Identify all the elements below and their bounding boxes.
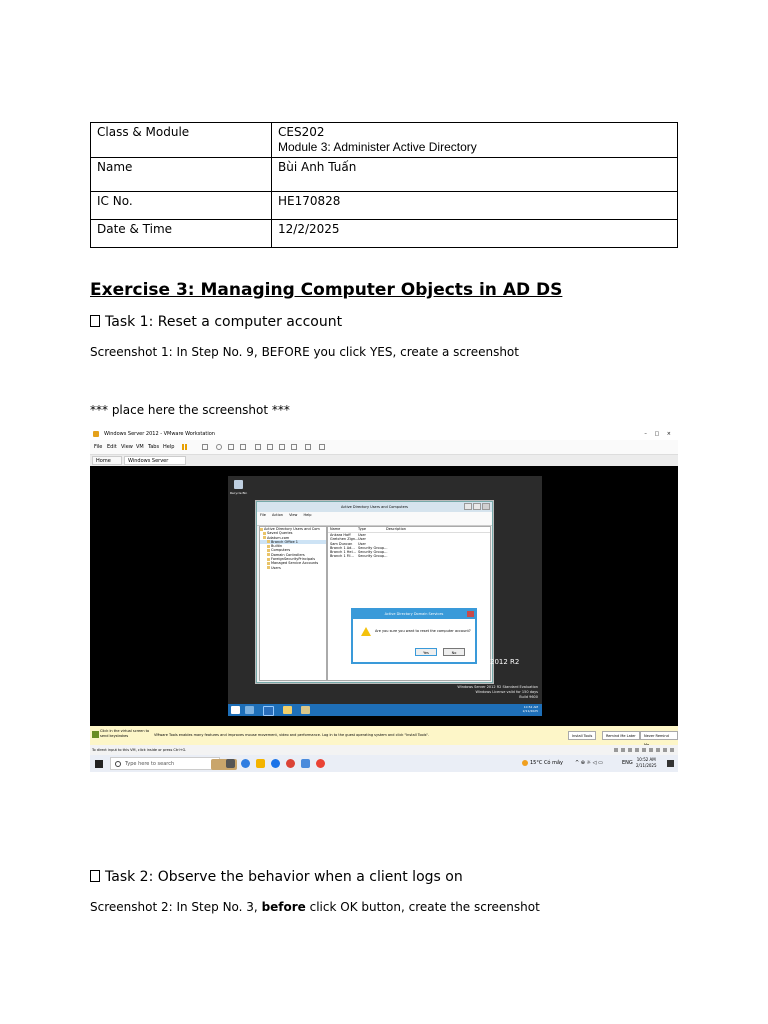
folder-icon xyxy=(267,558,270,561)
weather-icon xyxy=(522,760,528,766)
guest-clock-date: 2/11/2025 xyxy=(522,709,538,713)
class-module-value xyxy=(272,123,678,158)
dialog-title-bar xyxy=(353,610,475,619)
checkbox-glyph-icon xyxy=(90,315,100,327)
server-manager-icon[interactable] xyxy=(245,706,254,714)
info-icon xyxy=(92,731,99,738)
unity-icon[interactable] xyxy=(291,444,297,450)
task2-title xyxy=(90,869,463,885)
ic-label: IC No. xyxy=(91,192,272,220)
tools-message: VMware Tools enables many features and improves mouse movement, video and performance. Log in to the guest operating system and click "Install Tools". xyxy=(154,733,430,737)
list-item-name: Gretchen Zign... xyxy=(330,537,359,542)
notifications-icon[interactable] xyxy=(667,760,674,767)
vmware-screenshot xyxy=(90,428,678,772)
host-clock[interactable] xyxy=(636,757,657,769)
tree-item-label: Users xyxy=(271,565,281,570)
yes-button[interactable]: Yes xyxy=(415,648,437,656)
aduc-title-bar xyxy=(257,502,492,512)
aduc-tree-pane xyxy=(259,526,327,681)
vm-window-title: Windows Server 2012 - VMware Workstation xyxy=(104,431,215,437)
start-icon[interactable] xyxy=(231,706,240,714)
tree-item-label: ForeignSecurityPrincipals xyxy=(271,557,316,562)
window-controls[interactable]: – □ × xyxy=(644,431,674,437)
list-item-type: User xyxy=(358,537,366,542)
list-item[interactable] xyxy=(328,554,490,558)
aduc-window-controls xyxy=(463,503,490,514)
ou-icon xyxy=(267,540,270,543)
fullscreen-icon[interactable] xyxy=(279,444,285,450)
vmware-tools-notification xyxy=(90,726,678,745)
task2-instruction-pre: Screenshot 2: In Step No. 3, xyxy=(90,900,262,914)
task1-title-text: Task 1: Reset a computer account xyxy=(105,314,343,330)
warning-icon xyxy=(361,627,371,636)
status-text: To direct input to this VM, click inside or press Ctrl+G. xyxy=(92,748,187,752)
column-header-description[interactable]: Description xyxy=(386,527,406,531)
list-item-type: User xyxy=(358,541,366,546)
tree-item-label: Adatum.com xyxy=(267,535,290,540)
aduc-window xyxy=(256,501,493,683)
list-item-type: Security Group... xyxy=(358,554,388,559)
guest-taskbar xyxy=(228,704,542,716)
vm-tab-strip xyxy=(90,455,678,466)
snapshot-icon[interactable] xyxy=(202,444,208,450)
device-icons[interactable] xyxy=(614,748,674,752)
task2-instruction-post: click OK button, create the screenshot xyxy=(305,900,540,914)
close-icon[interactable] xyxy=(482,503,490,510)
table-row xyxy=(91,192,678,220)
tree-item-label: Active Directory Users and Com xyxy=(264,527,320,531)
confirm-reset-dialog xyxy=(351,608,477,664)
ou-icon xyxy=(267,553,270,556)
click-hint: Click in the virtual screen to send keystrokes xyxy=(100,729,150,738)
menu-vm[interactable]: VM xyxy=(136,444,144,450)
recycle-bin-icon[interactable] xyxy=(234,480,243,489)
folder-icon xyxy=(267,549,270,552)
os-watermark: 2012 R2 xyxy=(490,658,520,666)
edge-icon[interactable] xyxy=(241,759,250,768)
tree-item[interactable] xyxy=(260,566,326,570)
task2-title-text: Task 2: Observe the behavior when a client logs on xyxy=(105,869,463,885)
tab-home[interactable]: Home xyxy=(92,456,122,465)
task1-instruction: Screenshot 1: In Step No. 9, BEFORE you click YES, create a screenshot xyxy=(90,345,519,359)
host-clock-date: 2/11/2025 xyxy=(636,763,657,768)
thumbnail-icon[interactable] xyxy=(267,444,273,450)
console-icon[interactable] xyxy=(305,444,311,450)
guest-clock-time: 10:52 AM xyxy=(523,705,538,709)
tree-item-label: Builtin xyxy=(271,544,283,549)
vm-title-bar xyxy=(90,428,678,440)
dialog-message: Are you sure you want to reset the computer account? xyxy=(375,629,471,633)
vm-status-bar xyxy=(90,745,678,755)
menu-tabs[interactable]: Tabs xyxy=(148,444,160,450)
folder-icon xyxy=(267,545,270,548)
task2-instruction xyxy=(90,900,540,914)
list-item-name: Ankara Hoff xyxy=(330,533,351,537)
weather-text: 15°C Có mây xyxy=(530,760,563,766)
windows-start-icon[interactable] xyxy=(95,760,103,768)
menu-view[interactable]: View xyxy=(121,444,133,450)
task2-instruction-bold: before xyxy=(261,900,306,914)
course-code: CES202 xyxy=(278,125,325,139)
folder-icon xyxy=(267,566,270,569)
checkbox-glyph-icon xyxy=(90,870,100,882)
tree-item-label: Managed Service Accounts xyxy=(271,561,319,566)
date-value: 12/2/2025 xyxy=(272,220,678,248)
recycle-bin-label: Recycle Bin xyxy=(230,491,248,495)
guest-clock xyxy=(523,705,538,713)
eval-line: Build 9600 xyxy=(519,695,538,699)
pause-icon[interactable] xyxy=(182,444,187,450)
dialog-close-icon[interactable] xyxy=(467,611,474,617)
aduc-toolbar xyxy=(257,518,492,526)
chrome-icon[interactable] xyxy=(271,759,280,768)
aduc-menu-help[interactable]: Help xyxy=(303,513,312,517)
minimize-icon[interactable] xyxy=(464,503,472,510)
aduc-menu-action[interactable]: Action xyxy=(271,513,283,517)
search-icon xyxy=(115,761,121,767)
list-item-name: Branch 1 Hel... xyxy=(330,550,356,555)
aduc-title: Active Directory Users and Computers xyxy=(340,505,409,509)
name-label: Name xyxy=(91,158,272,192)
folder-icon xyxy=(260,528,263,531)
aduc-menu-file[interactable]: File xyxy=(260,513,266,517)
date-label: Date & Time xyxy=(91,220,272,248)
table-row xyxy=(91,123,678,158)
list-item-name: Sam Duncan xyxy=(330,541,353,546)
menu-edit[interactable]: Edit xyxy=(107,444,117,450)
never-remind-button[interactable]: Never Remind xyxy=(640,731,678,740)
install-tools-button[interactable]: Install Tools xyxy=(568,731,596,740)
list-item-type: Security Group... xyxy=(358,545,388,550)
student-info-table xyxy=(90,122,678,248)
maximize-icon[interactable] xyxy=(473,503,481,510)
tree-item-label: Branch Office 1 xyxy=(271,539,299,544)
manage-snapshot-icon[interactable] xyxy=(228,444,234,450)
revert-icon[interactable] xyxy=(216,444,222,450)
sidebar-icon[interactable] xyxy=(255,444,261,450)
tree-item-label: Computers xyxy=(271,548,291,553)
folder-icon xyxy=(267,562,270,565)
host-clock-time: 10:52 AM xyxy=(636,757,656,762)
tab-windows-server[interactable]: Windows Server xyxy=(124,456,186,465)
menu-file[interactable]: File xyxy=(94,444,103,450)
vmware-logo-icon xyxy=(93,431,99,437)
vmware-app-icon[interactable] xyxy=(301,759,310,768)
snapshot-manager-icon[interactable] xyxy=(240,444,246,450)
file-explorer-icon[interactable] xyxy=(256,759,265,768)
powershell-icon[interactable] xyxy=(263,706,274,716)
host-taskbar xyxy=(90,755,678,772)
tree-item-label: Saved Queries xyxy=(267,531,293,536)
module-name: Module 3: Administer Active Directory xyxy=(278,140,477,154)
evaluation-notice xyxy=(457,685,538,700)
list-item-type: Security Group... xyxy=(358,550,388,555)
table-row xyxy=(91,158,678,192)
task-view-icon[interactable] xyxy=(226,759,235,768)
weather-widget[interactable] xyxy=(522,755,563,772)
system-tray[interactable]: ^ ⊕ ☼ ◁ ▭ xyxy=(575,760,603,766)
vm-menu-bar xyxy=(90,440,678,455)
list-item-type: User xyxy=(358,533,366,537)
dialog-title: Active Directory Domain Services xyxy=(384,612,444,616)
coc-coc-icon[interactable] xyxy=(286,759,295,768)
browser-icon[interactable] xyxy=(316,759,325,768)
column-header-type[interactable]: Type xyxy=(358,527,367,531)
taskbar-search[interactable] xyxy=(110,757,220,770)
name-value: Bùi Anh Tuấn xyxy=(272,158,678,192)
explorer-icon[interactable] xyxy=(283,706,292,714)
search-placeholder: Type here to search xyxy=(125,761,175,767)
aduc-taskbar-icon[interactable] xyxy=(301,706,310,714)
menu-help[interactable]: Help xyxy=(163,444,175,450)
screenshot-placeholder: *** place here the screenshot *** xyxy=(90,403,290,417)
eval-line: Windows Server 2012 R2 Standard Evaluation xyxy=(457,685,538,689)
task1-title xyxy=(90,314,342,330)
vm-display[interactable] xyxy=(90,466,678,726)
aduc-menu-view[interactable]: View xyxy=(289,513,298,517)
tree-item-label: Domain Controllers xyxy=(271,552,305,557)
eval-line: Windows License valid for 150 days xyxy=(475,690,538,694)
list-item-name: Branch 1 Fil... xyxy=(330,554,354,559)
table-row xyxy=(91,220,678,248)
column-header-name[interactable]: Name xyxy=(330,527,341,531)
stretch-icon[interactable] xyxy=(319,444,325,450)
language-indicator[interactable]: ENG xyxy=(622,760,633,766)
remind-later-button[interactable]: Remind Me Later xyxy=(602,731,640,740)
list-item-name: Branch 1 Ad... xyxy=(330,545,355,550)
guest-desktop[interactable] xyxy=(228,476,542,716)
no-button[interactable]: No xyxy=(443,648,465,656)
class-module-label: Class & Module xyxy=(91,123,272,158)
domain-icon xyxy=(263,536,266,539)
ic-value: HE170828 xyxy=(272,192,678,220)
exercise-heading: Exercise 3: Managing Computer Objects in AD DS xyxy=(90,280,563,300)
folder-icon xyxy=(263,532,266,535)
